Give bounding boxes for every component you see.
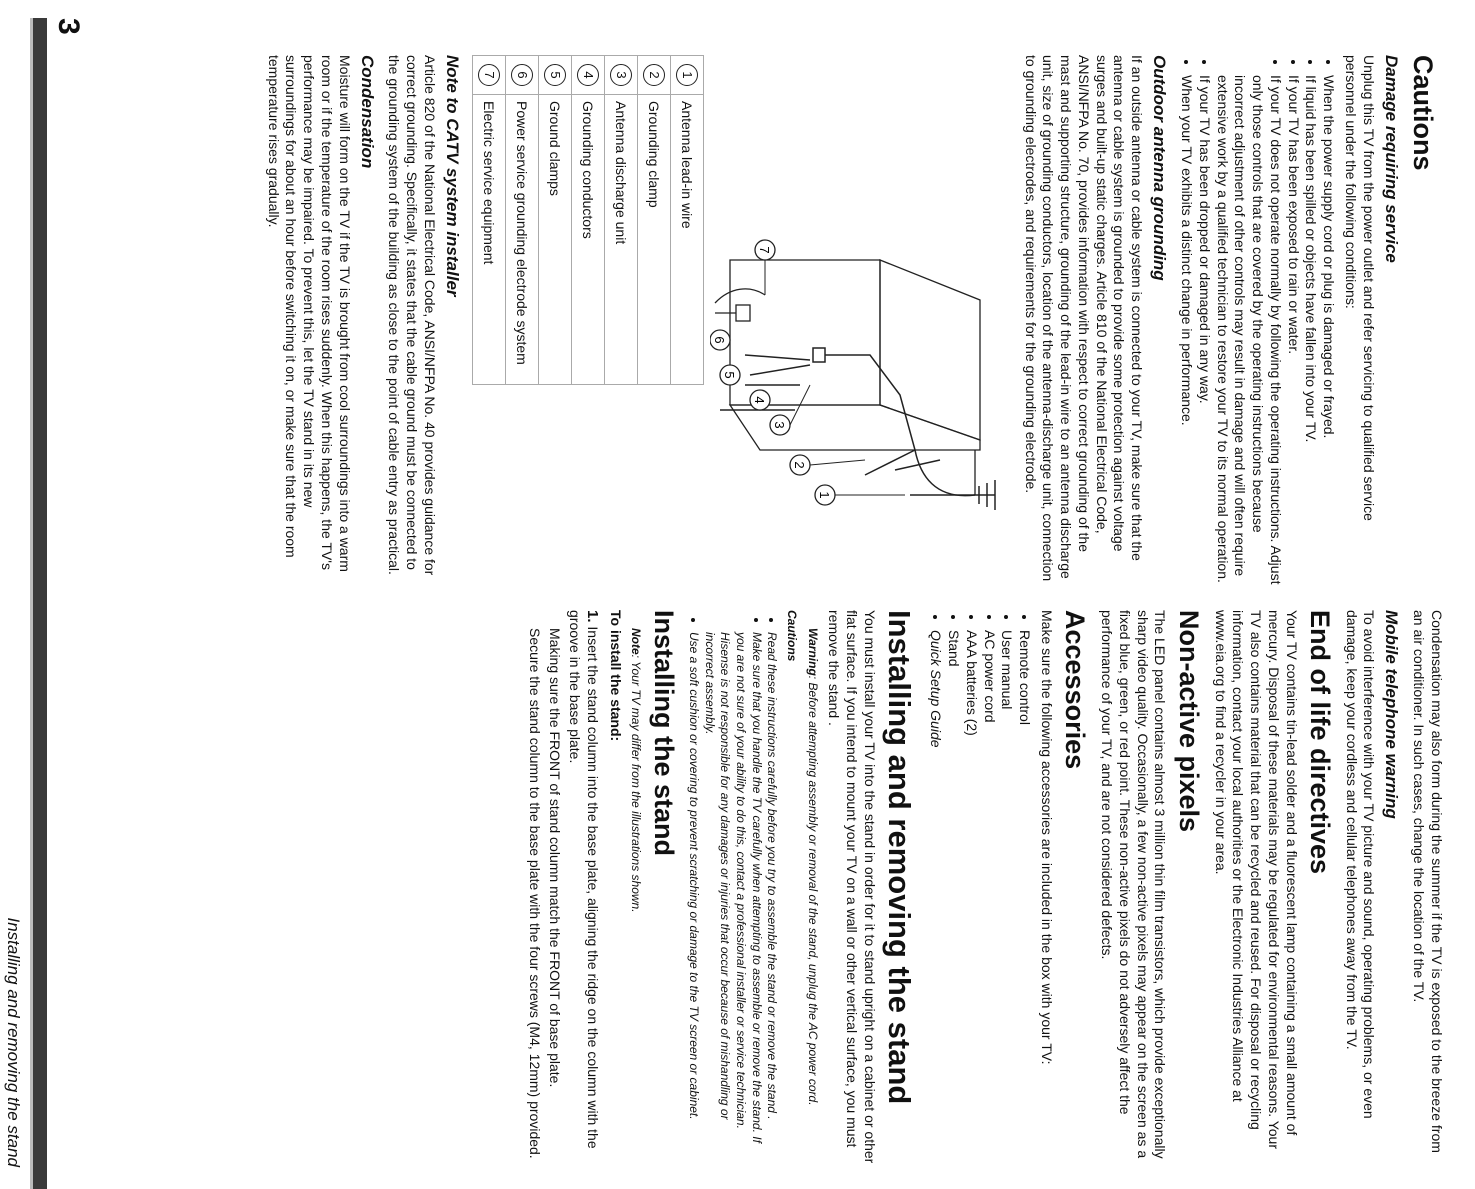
condensation-text: Moisture will form on the TV if the TV is brought from cool surroundings into a warm room or if the temperature of the room rises suddenly. When this happens, the TV's performance may be impaired. To prevent this, let the TV stand in its new surroundings for about an hour before switching it on, or make sure that the room temperature rises gradually. [265, 55, 353, 572]
list-item: • AC power cord [980, 630, 998, 1165]
legend-label: Antenna discharge unit [604, 95, 637, 385]
catv-heading: Note to CATV system installer [442, 55, 462, 297]
to-install-label: To install the stand: [607, 610, 624, 742]
accessories-heading: Accessories [1060, 610, 1091, 770]
cautions-list [686, 610, 780, 1165]
callout-label: 2 [791, 461, 807, 469]
list-item: • When your TV exhibits a distinct change in performance. [1177, 75, 1195, 585]
left-column [260, 55, 1445, 585]
eol-heading: End of life directives [1304, 610, 1335, 875]
outdoor-heading: Outdoor antenna grounding [1150, 55, 1170, 281]
step-number: 1. [583, 610, 601, 623]
list-item: • When the power supply cord or plug is damaged or frayed. [1319, 75, 1337, 585]
list-item: • If liquid has been spilled or objects have fallen into your TV. [1302, 75, 1320, 585]
legend-label: Ground clamps [538, 95, 571, 385]
legend-label: Power service grounding electrode system [505, 95, 538, 385]
warning-note [805, 610, 821, 1165]
note-label: Note [629, 628, 644, 655]
cautions-label: Cautions [784, 610, 799, 662]
legend-number: 1 [676, 64, 698, 86]
step-1-para-2: Making sure the FRONT of stand column match the FRONT of base plate. [547, 628, 564, 1088]
mobile-heading: Mobile telephone warning [1382, 610, 1402, 819]
list-item: • User manual [998, 630, 1016, 1165]
antenna-grounding-figure [710, 55, 1015, 585]
step-1 [565, 610, 602, 1165]
house-roof-shape [880, 260, 980, 440]
page-number: 3 [52, 18, 85, 35]
table-row [604, 56, 637, 385]
list-item: • Use a soft cushion or covering to prevent scratching or damage to the TV screen or cabinet. [686, 632, 702, 1165]
installing-heading: Installing the stand [648, 610, 679, 857]
list-item: • Remote control [1015, 630, 1033, 1165]
note-text: : Your TV may differ from the illustrations shown. [629, 654, 644, 913]
table-row [571, 56, 604, 385]
callout-label: 6 [711, 336, 727, 344]
step-1-para-3: Secure the stand column to the base plate with the four screws (M4, 12mm) provided. [527, 628, 544, 1159]
warning-text: : Before attempting assembly or removal of the stand, unplug the AC power cord. [806, 675, 821, 1106]
header-band-notch [0, 0, 47, 18]
table-row [670, 56, 703, 385]
condensation-continued: Condensation may also form during the summer if the TV is exposed to the breeze from an air conditioner. In such cases, change the location of the TV. [1411, 610, 1445, 1153]
callout-label: 4 [751, 396, 767, 404]
table-row [637, 56, 670, 385]
legend-number: 5 [544, 64, 566, 86]
list-item: • Quick Setup Guide [927, 630, 945, 1165]
list-item: • If your TV has been exposed to rain or water. [1284, 75, 1302, 585]
list-item: • Read these instructions carefully before you try to assemble the stand or remove the stand . [764, 632, 780, 1165]
list-item: • If your TV does not operate normally by following the operating instructions. Adjust only those controls that are covered by the operating instructions because incorrect adjustment of other controls may result in damage and will often require extensive work by a qualified technician to restore your TV to its normal operation. [1213, 75, 1284, 585]
header-band [33, 0, 47, 1189]
damage-list [1177, 55, 1337, 585]
list-item: • AAA batteries (2) [962, 630, 980, 1165]
damage-heading: Damage requiring service [1381, 55, 1401, 263]
legend-number: 2 [643, 64, 665, 86]
pixels-text: The LED panel contains almost 3 million thin film transistors, which provide exceptionally sharp video quality. Occasionally, a few non-active pixels may appear on the screen as a fixed blue, green, or red point. These non-active pixels do not adversely affect the performance of your TV, and are not considered defects. [1099, 610, 1169, 1159]
install-remove-heading: Installing and removing the stand [881, 610, 917, 1105]
legend-number: 7 [478, 64, 500, 86]
table-row [472, 56, 505, 385]
house-front-wall [730, 260, 880, 405]
damage-intro: Unplug this TV from the power outlet and refer servicing to qualified service personnel under the following conditions: [1342, 55, 1377, 521]
running-head: Installing and removing the stand [4, 917, 23, 1167]
right-column [526, 610, 1445, 1165]
table-row [505, 56, 538, 385]
house-side-wall [730, 405, 980, 450]
pixels-heading: Non-active pixels [1173, 610, 1204, 833]
list-item: • Stand [944, 630, 962, 1165]
legend-label: Electric service equipment [472, 95, 505, 385]
install-remove-text: You must install your TV into the stand in order for it to stand upright on a cabinet or other flat surface. If you intend to mount your TV on a wall or other vertical surface, you must remove the stand . [826, 610, 878, 1164]
header-band-edge [30, 18, 33, 1189]
legend-number: 3 [610, 64, 632, 86]
list-item: • Make sure that you handle the TV carefully when attempting to assemble or remove the stand. If you are not sure of your ability to do this, contact a professional installer or service technician. Hisense is not responsible for any damages or injuries that occur because of mishandling or incorrect assembly. [701, 632, 763, 1165]
note [628, 610, 644, 1165]
legend-number: 6 [511, 64, 533, 86]
figure-legend-table [472, 55, 704, 385]
antenna-grounding-illustration [710, 55, 1015, 585]
legend-number: 4 [577, 64, 599, 86]
outdoor-text: If an outside antenna or cable system is connected to your TV, make sure that the antenna or cable system is grounded to provide some protection against voltage surges and built-up static charges. Article 810 of the National Electrical Code, ANSI/NFPA No. 70, provides information with respect to correct grounding of the mast and supporting structure, grounding of the lead-in wire to an antenna discharge unit, size of grounding conductors, location of the antenna-discharge unit, connection to grounding electrodes, and requirements for the grounding electrode. [1022, 55, 1146, 582]
legend-label: Grounding clamp [637, 95, 670, 385]
catv-text: Article 820 of the National Electrical Code, ANSI/NFPA No. 40 provides guidance for correct grounding. Specifically, it states that the cable ground must be connected to the grounding system of the building as close to the point of cable entry as practical. [386, 55, 438, 576]
list-item: • If your TV has been dropped or damaged in any way. [1195, 75, 1213, 585]
cautions-heading: Cautions [1408, 55, 1438, 171]
legend-label: Grounding conductors [571, 95, 604, 385]
legend-label: Antenna lead-in wire [670, 95, 703, 385]
step-text: Insert the stand column into the base plate, aligning the ridge on the column with the groove in the base plate. [566, 610, 601, 1149]
table-row [538, 56, 571, 385]
warning-label: Warning [806, 628, 821, 676]
callout-label: 1 [816, 491, 832, 499]
condensation-heading: Condensation [357, 55, 377, 169]
callout-label: 7 [756, 246, 772, 254]
callout-label: 3 [771, 421, 787, 429]
callout-label: 5 [721, 371, 737, 379]
mobile-text: To avoid interference with your TV picture and sound, operating problems, or even damage, keep your cordless and cellular telephones away from the TV. [1343, 610, 1378, 1119]
accessories-intro: Make sure the following accessories are included in the box with your TV: [1039, 610, 1056, 1065]
eol-text: Your TV contains tin-lead solder and a fluorescent lamp containing a small amount of mercury. Disposal of these materials may be regulated for environmental reasons. Your TV also contains material that can be recycled and reused. For disposal or recycling information, contact your local authorities or the Electronic Industries Alliance at www.eia.org to find a recycler in your area. [1212, 610, 1300, 1150]
accessories-list [927, 610, 1034, 1165]
